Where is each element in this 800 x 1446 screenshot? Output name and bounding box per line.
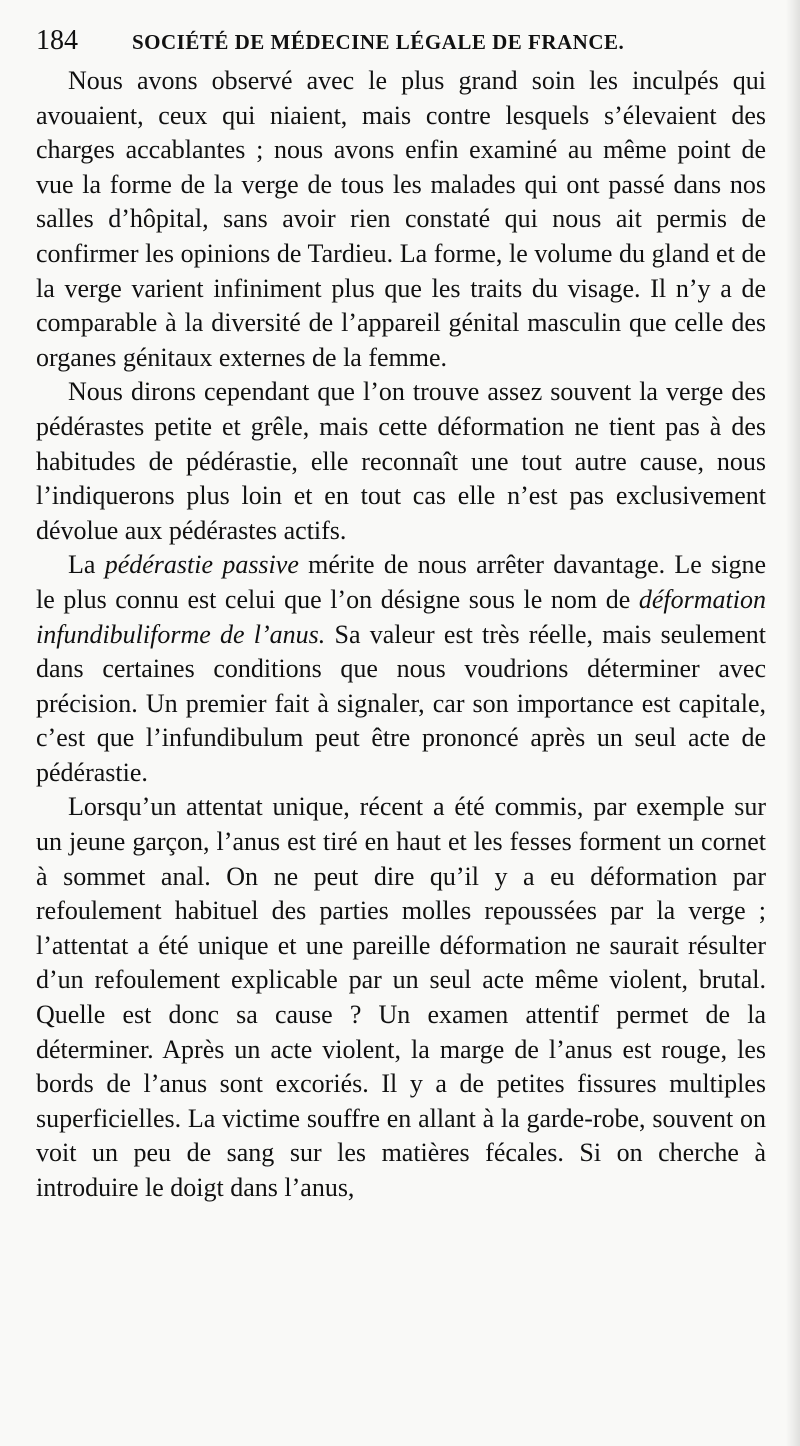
paragraph-3 [36, 548, 766, 790]
journal-title: SOCIÉTÉ DE MÉDECINE LÉGALE DE FRANCE. [132, 30, 625, 54]
paragraph-3-text-1: mérite de nous arrêter davantage. Le signe le plus connu est celui que l’on désigne sous le nom de [36, 550, 766, 614]
italic-term-pederastie-passive: pédérastie passive [104, 550, 299, 580]
paragraph-4: Lorsqu’un attentat unique, récent a été commis, par exemple sur un jeune garçon, l’anus est tiré en haut et les fesses forment un cornet à sommet anal. On ne peut dire qu’il y a eu déformation par refoulement habituel des parties molles repoussées par la verge ; l’attentat a été unique et une pareille déformation ne saurait résulter d’un refoulement explicable par un seul acte même violent, brutal. Quelle est donc sa cause ? Un examen attentif permet de la déterminer. Après un acte violent, la marge de l’anus est rouge, les bords de l’anus sont excoriés. Il y a de petites fissures multiples superficielles. La victime souffre en allant à la garde-robe, souvent on voit un peu de sang sur les matières fécales. Si on cherche à introduire le doigt dans l’anus, [36, 792, 766, 1202]
paragraph-3-text-2: Sa valeur est très réelle, mais seulement dans certaines conditions que nous voudrions déterminer avec précision. Un premier fait à signaler, car son importance est capitale, c’est que l’infundibulum peut être prononcé après un seul acte de pédérastie. [36, 619, 766, 787]
paragraph-1: Nous avons observé avec le plus grand soin les inculpés qui avouaient, ceux qui niaient, mais contre lesquels s’élevaient des charges accablantes ; nous avons enfin examiné au même point de vue la forme de la verge de tous les malades qui ont passé dans nos salles d’hôpital, sans avoir rien constaté qui nous ait permis de confirmer les opinions de Tardieu. La forme, le volume du gland et de la verge varient infiniment plus que les traits du visage. Il n’y a de comparable à la diversité de l’appareil génital masculin que celle des organes génitaux externes de la femme. [36, 66, 766, 372]
page-number: 184 [36, 25, 78, 56]
italic-term-deformation: déformation infundibuliforme de l’anus. [36, 584, 766, 649]
page-edge-shadow [786, 0, 800, 1446]
body-text [36, 64, 766, 1206]
running-head [36, 20, 776, 60]
paragraph-3-lead: La [68, 550, 105, 580]
paragraph-2: Nous dirons cependant que l’on trouve assez souvent la verge des pédérastes petite et grêle, mais cette déformation ne tient pas à des habitudes de pédérastie, elle reconnaît une tout autre cause, nous l’indiquerons plus loin et en tout cas elle n’est pas exclusivement dévolue aux pédérastes actifs. [36, 377, 766, 545]
